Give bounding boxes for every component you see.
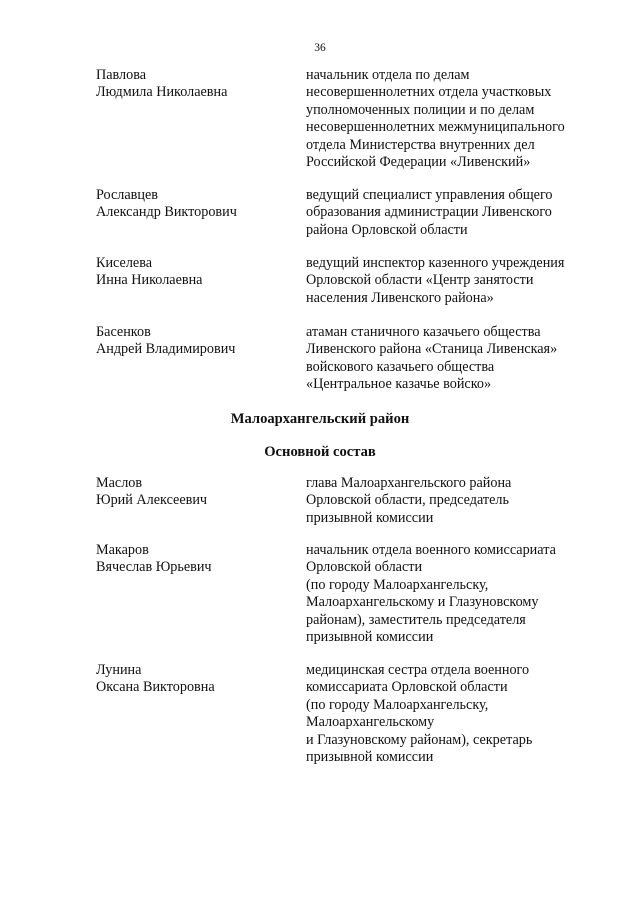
position-line: Российской Федерации «Ливенский» bbox=[306, 154, 531, 171]
member-surname: Лунина bbox=[96, 662, 142, 678]
position-line: уполномоченных полиции и по делам bbox=[306, 101, 535, 118]
position-line: Малоархангельскому bbox=[306, 714, 435, 731]
member-given-names: Вячеслав Юрьевич bbox=[96, 559, 212, 576]
member-surname: Павлова bbox=[96, 67, 147, 83]
position-line: «Центральное казачье войско» bbox=[306, 376, 492, 393]
member-surname: Рославцев bbox=[96, 187, 158, 203]
position-line: призывной комиссии bbox=[306, 509, 434, 526]
position-line: образования администрации Ливенского bbox=[306, 204, 552, 221]
district-heading: Малоархангельский район bbox=[230, 411, 410, 427]
position-line: и Глазуновскому районам), секретарь bbox=[306, 731, 533, 748]
member-surname: Макаров bbox=[96, 542, 149, 558]
member-given-names: Оксана Викторовна bbox=[96, 679, 215, 696]
member-name bbox=[96, 475, 296, 510]
position-line: призывной комиссии bbox=[306, 629, 434, 646]
position-line: Орловской области «Центр занятости bbox=[306, 272, 534, 289]
position-line: районам), заместитель председателя bbox=[306, 611, 526, 628]
position-line: атаман станичного казачьего общества bbox=[306, 324, 541, 340]
position-line: населения Ливенского района» bbox=[306, 289, 494, 306]
page-number: 36 bbox=[314, 42, 326, 54]
position-line: Орловской области, председатель bbox=[306, 492, 509, 509]
position-line: медицинская сестра отдела военного bbox=[306, 662, 530, 678]
member-position bbox=[306, 67, 606, 171]
position-line: глава Малоархангельского района bbox=[306, 475, 512, 491]
position-line: (по городу Малоархангельску, bbox=[306, 576, 489, 593]
member-surname: Басенков bbox=[96, 324, 151, 340]
member-surname: Маслов bbox=[96, 475, 143, 491]
member-position bbox=[306, 662, 606, 766]
position-line: ведущий специалист управления общего bbox=[306, 187, 553, 203]
member-name bbox=[96, 542, 296, 577]
position-line: войскового казачьего общества bbox=[306, 358, 495, 375]
member-position bbox=[306, 542, 606, 646]
position-line: отдела Министерства внутренних дел bbox=[306, 136, 535, 153]
position-line: призывной комиссии bbox=[306, 749, 434, 766]
member-name bbox=[96, 67, 296, 102]
position-line: начальник отдела военного комиссариата bbox=[306, 542, 556, 558]
member-given-names: Людмила Николаевна bbox=[96, 84, 228, 101]
member-name bbox=[96, 324, 296, 359]
position-line: Ливенского района «Станица Ливенская» bbox=[306, 341, 558, 358]
position-line: Малоархангельскому и Глазуновскому bbox=[306, 594, 539, 611]
member-name bbox=[96, 255, 296, 290]
position-line: района Орловской области bbox=[306, 221, 468, 238]
member-name bbox=[96, 662, 296, 697]
member-given-names: Юрий Алексеевич bbox=[96, 492, 208, 509]
member-given-names: Инна Николаевна bbox=[96, 272, 203, 289]
position-line: комиссариата Орловской области bbox=[306, 679, 508, 696]
member-position bbox=[306, 475, 606, 527]
member-position bbox=[306, 255, 606, 307]
position-line: Орловской области bbox=[306, 559, 423, 576]
position-line: несовершеннолетних отдела участковых bbox=[306, 84, 552, 101]
position-line: ведущий инспектор казенного учреждения bbox=[306, 255, 565, 271]
member-name bbox=[96, 187, 296, 222]
position-line: несовершеннолетних межмуниципального bbox=[306, 119, 565, 136]
member-position bbox=[306, 187, 606, 239]
member-given-names: Александр Викторович bbox=[96, 204, 237, 221]
member-surname: Киселева bbox=[96, 255, 153, 271]
position-line: (по городу Малоархангельску, bbox=[306, 696, 489, 713]
position-line: начальник отдела по делам bbox=[306, 67, 470, 83]
member-given-names: Андрей Владимирович bbox=[96, 341, 236, 358]
member-position bbox=[306, 324, 606, 394]
composition-heading: Основной состав bbox=[264, 444, 376, 460]
